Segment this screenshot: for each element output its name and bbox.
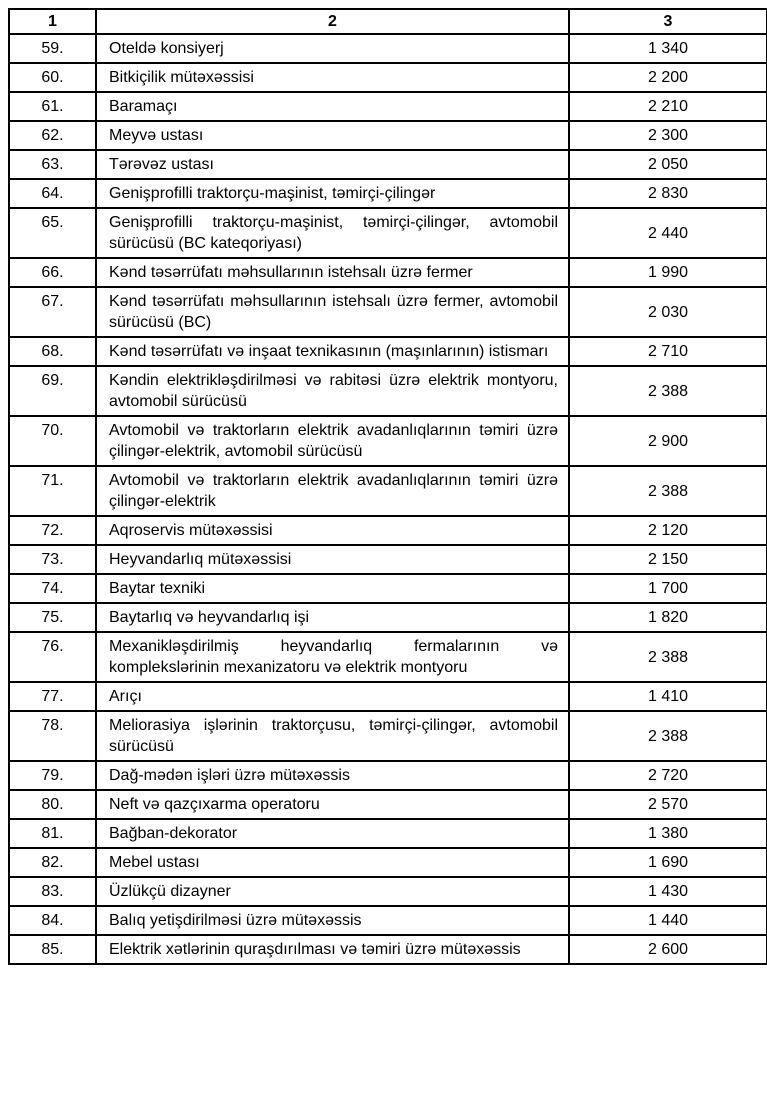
profession-name-cell: Mebel ustası — [96, 848, 569, 877]
row-number-cell: 82. — [9, 848, 96, 877]
profession-name-cell: Dağ-mədən işləri üzrə mütəxəssis — [96, 761, 569, 790]
tariff-value-cell: 2 600 — [569, 935, 767, 964]
header-col-profession: 2 — [96, 9, 569, 34]
row-number-cell: 84. — [9, 906, 96, 935]
profession-name-cell: Mexanikləşdirilmiş heyvandarlıq fermalarının və komplekslərinin mexanizatoru və elektrik montyoru — [96, 632, 569, 682]
tariff-value-cell: 2 830 — [569, 179, 767, 208]
profession-name-cell: Baytar texniki — [96, 574, 569, 603]
profession-name-cell: Bağban-dekorator — [96, 819, 569, 848]
row-number-cell: 74. — [9, 574, 96, 603]
profession-name-cell: Baytarlıq və heyvandarlıq işi — [96, 603, 569, 632]
tariff-value-cell: 1 820 — [569, 603, 767, 632]
profession-name-cell: Baramaçı — [96, 92, 569, 121]
tariff-value-cell: 1 700 — [569, 574, 767, 603]
row-number-cell: 79. — [9, 761, 96, 790]
tariff-value-cell: 2 030 — [569, 287, 767, 337]
table-row — [9, 632, 767, 682]
tariff-value-cell: 1 410 — [569, 682, 767, 711]
tariff-value-cell: 1 440 — [569, 906, 767, 935]
profession-name-cell: Üzlükçü dizayner — [96, 877, 569, 906]
row-number-cell: 78. — [9, 711, 96, 761]
table-row — [9, 63, 767, 92]
tariff-value-cell: 2 300 — [569, 121, 767, 150]
profession-name-cell: Oteldə konsiyerj — [96, 34, 569, 63]
table-row — [9, 416, 767, 466]
profession-name-cell: Bitkiçilik mütəxəssisi — [96, 63, 569, 92]
row-number-cell: 85. — [9, 935, 96, 964]
tariff-value-cell: 2 050 — [569, 150, 767, 179]
table-row — [9, 287, 767, 337]
row-number-cell: 59. — [9, 34, 96, 63]
row-number-cell: 63. — [9, 150, 96, 179]
table-row — [9, 682, 767, 711]
table-row — [9, 711, 767, 761]
table-row — [9, 179, 767, 208]
table-row — [9, 92, 767, 121]
table-row — [9, 545, 767, 574]
table-row — [9, 819, 767, 848]
tariff-value-cell: 2 570 — [569, 790, 767, 819]
table-row — [9, 258, 767, 287]
profession-name-cell: Aqroservis mütəxəssisi — [96, 516, 569, 545]
tariff-value-cell: 2 388 — [569, 632, 767, 682]
row-number-cell: 77. — [9, 682, 96, 711]
row-number-cell: 68. — [9, 337, 96, 366]
tariff-value-cell: 2 388 — [569, 466, 767, 516]
row-number-cell: 72. — [9, 516, 96, 545]
profession-name-cell: Tərəvəz ustası — [96, 150, 569, 179]
row-number-cell: 80. — [9, 790, 96, 819]
row-number-cell: 69. — [9, 366, 96, 416]
table-row — [9, 574, 767, 603]
table-row — [9, 935, 767, 964]
tariff-value-cell: 2 440 — [569, 208, 767, 258]
tariff-value-cell: 2 900 — [569, 416, 767, 466]
header-row — [9, 9, 767, 34]
table-row — [9, 366, 767, 416]
tariff-value-cell: 1 380 — [569, 819, 767, 848]
row-number-cell: 71. — [9, 466, 96, 516]
row-number-cell: 81. — [9, 819, 96, 848]
table-row — [9, 848, 767, 877]
table-row — [9, 906, 767, 935]
table-row — [9, 761, 767, 790]
tariff-value-cell: 1 430 — [569, 877, 767, 906]
table-row — [9, 877, 767, 906]
table-row — [9, 466, 767, 516]
row-number-cell: 73. — [9, 545, 96, 574]
tariff-value-cell: 2 150 — [569, 545, 767, 574]
row-number-cell: 62. — [9, 121, 96, 150]
table-row — [9, 208, 767, 258]
tariff-value-cell: 2 388 — [569, 366, 767, 416]
profession-name-cell: Heyvandarlıq mütəxəssisi — [96, 545, 569, 574]
row-number-cell: 70. — [9, 416, 96, 466]
tariff-value-cell: 2 720 — [569, 761, 767, 790]
profession-name-cell: Avtomobil və traktorların elektrik avadanlıqlarının təmiri üzrə çilingər-elektrik, avtomobil sürücüsü — [96, 416, 569, 466]
tariff-value-cell: 2 388 — [569, 711, 767, 761]
table-body — [9, 34, 767, 964]
tariff-value-cell: 2 710 — [569, 337, 767, 366]
profession-name-cell: Arıçı — [96, 682, 569, 711]
profession-name-cell: Neft və qazçıxarma operatoru — [96, 790, 569, 819]
tariff-value-cell: 2 210 — [569, 92, 767, 121]
row-number-cell: 67. — [9, 287, 96, 337]
profession-name-cell: Avtomobil və traktorların elektrik avadanlıqlarının təmiri üzrə çilingər-elektrik — [96, 466, 569, 516]
profession-name-cell: Elektrik xətlərinin quraşdırılması və təmiri üzrə mütəxəssis — [96, 935, 569, 964]
profession-name-cell: Genişprofilli traktorçu-maşinist, təmirçi-çilingər — [96, 179, 569, 208]
tariff-value-cell: 1 340 — [569, 34, 767, 63]
profession-name-cell: Kənd təsərrüfatı məhsullarının istehsalı üzrə fermer — [96, 258, 569, 287]
header-col-number: 1 — [9, 9, 96, 34]
profession-name-cell: Meliorasiya işlərinin traktorçusu, təmirçi-çilingər, avtomobil sürücüsü — [96, 711, 569, 761]
row-number-cell: 64. — [9, 179, 96, 208]
tariff-value-cell: 2 200 — [569, 63, 767, 92]
table-row — [9, 337, 767, 366]
profession-name-cell: Kənd təsərrüfatı və inşaat texnikasının (maşınlarının) istismarı — [96, 337, 569, 366]
row-number-cell: 60. — [9, 63, 96, 92]
tariff-value-cell: 1 990 — [569, 258, 767, 287]
table-row — [9, 34, 767, 63]
table-row — [9, 150, 767, 179]
profession-name-cell: Meyvə ustası — [96, 121, 569, 150]
table-row — [9, 790, 767, 819]
table-row — [9, 516, 767, 545]
professions-table — [8, 8, 767, 965]
row-number-cell: 76. — [9, 632, 96, 682]
profession-name-cell: Kənd təsərrüfatı məhsullarının istehsalı üzrə fermer, avtomobil sürücüsü (BC) — [96, 287, 569, 337]
tariff-value-cell: 2 120 — [569, 516, 767, 545]
profession-name-cell: Kəndin elektrikləşdirilməsi və rabitəsi üzrə elektrik montyoru, avtomobil sürücüsü — [96, 366, 569, 416]
row-number-cell: 75. — [9, 603, 96, 632]
profession-name-cell: Genişprofilli traktorçu-maşinist, təmirçi-çilingər, avtomobil sürücüsü (BC kateqoriyası) — [96, 208, 569, 258]
table-row — [9, 603, 767, 632]
table-row — [9, 121, 767, 150]
tariff-value-cell: 1 690 — [569, 848, 767, 877]
header-col-value: 3 — [569, 9, 767, 34]
row-number-cell: 83. — [9, 877, 96, 906]
row-number-cell: 61. — [9, 92, 96, 121]
row-number-cell: 65. — [9, 208, 96, 258]
row-number-cell: 66. — [9, 258, 96, 287]
profession-name-cell: Balıq yetişdirilməsi üzrə mütəxəssis — [96, 906, 569, 935]
